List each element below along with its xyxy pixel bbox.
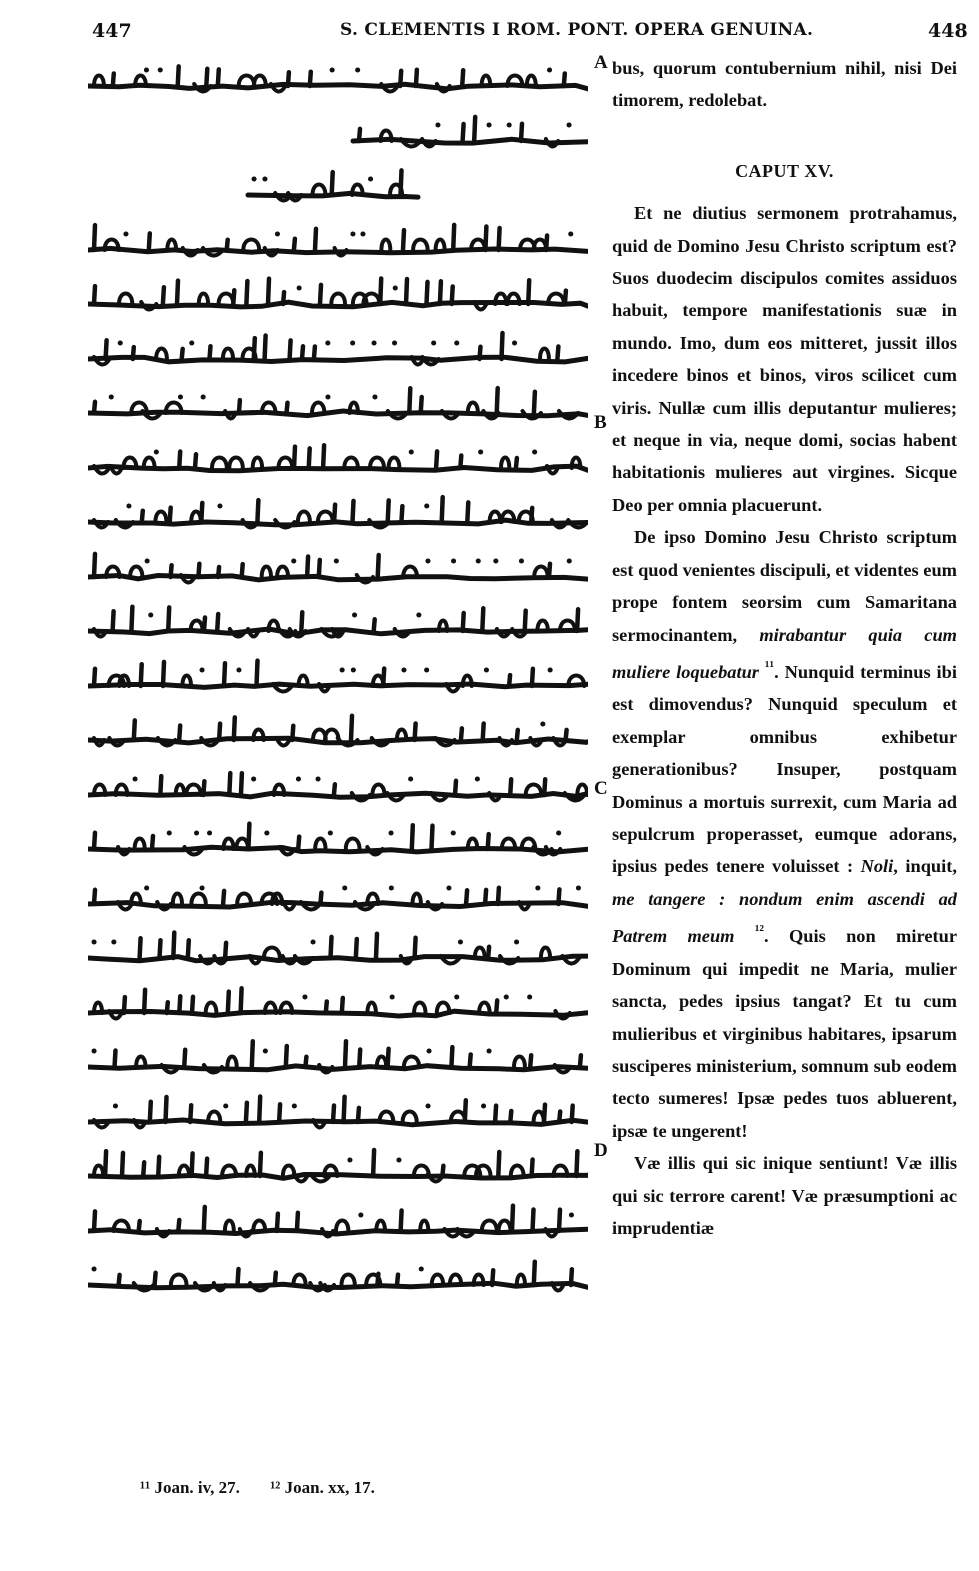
syriac-script-glyphs (88, 541, 588, 591)
p2-text-c: , inquit, (893, 856, 957, 877)
page-number-left: 447 (92, 20, 132, 42)
syriac-script-glyphs (88, 105, 588, 155)
p2-text-b: . Nunquid terminus ibi est dimovendus? Nunquid speculum et exemplar omnibus exhibetur generationibus? Insuper, postquam Dominus a mortuis surrexit, cum Maria ad sepulcrum properasset, eumque adorans, ipsius pedes tenere voluisset : (612, 662, 957, 877)
syriac-line (88, 650, 588, 700)
syriac-script-glyphs (88, 977, 588, 1027)
syriac-script-glyphs (88, 432, 588, 482)
page-header (0, 16, 979, 46)
syriac-line (88, 813, 588, 863)
syriac-line (88, 541, 588, 591)
syriac-line (88, 868, 588, 918)
syriac-line (88, 595, 588, 645)
syriac-script-glyphs (88, 1086, 588, 1136)
syriac-line (88, 214, 588, 264)
syriac-script-glyphs (88, 377, 588, 427)
footnotes (140, 1478, 401, 1498)
latin-text-column (612, 52, 957, 1244)
p2-italic-1: mirabantur quia cum muliere loquebatur (612, 624, 957, 683)
syriac-line (88, 105, 588, 155)
syriac-script-glyphs (88, 1195, 588, 1245)
p2-ref-2: ¹² (754, 922, 765, 940)
syriac-script-glyphs (88, 650, 588, 700)
syriac-line (88, 1086, 588, 1136)
latin-paragraph-2 (612, 521, 957, 1147)
syriac-line (88, 50, 588, 100)
p2-italic-2: Noli (860, 856, 894, 877)
syriac-line (88, 268, 588, 318)
syriac-script-glyphs (88, 759, 588, 809)
syriac-line (88, 1195, 588, 1245)
syriac-line (88, 977, 588, 1027)
latin-paragraph-3: Væ illis qui sic inique sentiunt! Væ illis qui sic terrore carent! Væ præsumptioni ac imprudentiæ (612, 1153, 957, 1239)
page-number-right: 448 (928, 20, 968, 42)
p2-text-a: De ipso Domino Jesu Christo scriptum est quod venientes discipuli, et videntes eum prope fontem seorsim cum Samaritana sermocinantem, (612, 527, 957, 645)
margin-letter-c: C (594, 778, 608, 799)
latin-opening: bus, quorum contubernium nihil, nisi Dei timorem, redolebat. (612, 58, 957, 111)
running-title: S. CLEMENTIS I ROM. PONT. OPERA GENUINA. (340, 20, 814, 40)
syriac-script-glyphs (88, 159, 588, 209)
syriac-line (88, 922, 588, 972)
syriac-script-glyphs (88, 268, 588, 318)
syriac-script-glyphs (88, 1140, 588, 1190)
syriac-line (88, 486, 588, 536)
syriac-script-glyphs (88, 595, 588, 645)
syriac-script-glyphs (88, 214, 588, 264)
latin-paragraph-1: Et ne diutius sermonem protrahamus, quid de Domino Jesu Christo scriptum est? Suos duodecim discipulos comites assiduos habuit, tempore manifestationis suæ in mundo. Imo, dum eos mitteret, jussit illos incedere binos et binos, viros scilicet cum viris. Nullæ cum illis deputantur mulieres; et neque in via, neque domi, socias habent habitationis mulieres aut virgines. Sicque Deo per omnia placuerunt. (612, 203, 957, 515)
syriac-line (88, 432, 588, 482)
margin-letter-b: B (594, 412, 607, 433)
syriac-line (88, 323, 588, 373)
syriac-line (88, 159, 588, 209)
syriac-script-glyphs (88, 922, 588, 972)
footnote-11: ¹¹ Joan. iv, 27. (140, 1478, 240, 1497)
syriac-script-glyphs (88, 1031, 588, 1081)
syriac-line (88, 704, 588, 754)
syriac-line (88, 1140, 588, 1190)
margin-letter-d: D (594, 1140, 608, 1161)
syriac-line (88, 377, 588, 427)
chapter-heading: CAPUT XV. (735, 160, 834, 181)
syriac-script-glyphs (88, 1249, 588, 1299)
syriac-script-glyphs (88, 704, 588, 754)
syriac-line (88, 759, 588, 809)
syriac-script-glyphs (88, 486, 588, 536)
syriac-script-glyphs (88, 868, 588, 918)
syriac-script-glyphs (88, 323, 588, 373)
syriac-line (88, 1249, 588, 1299)
p2-ref-1: ¹¹ (764, 657, 775, 675)
p2-italic-3: me tangere : nondum enim ascendi ad Patrem meum (612, 888, 957, 947)
p2-text-d: . Quis non miretur Dominum qui impedit ne Maria, mulier sancta, pedes ipsius tangat? Et tu cum mulieribus et virginibus habitares, ipsarum susciperes ministerium, somnum sub eodem tecto sumeres! Ipsæ pedes tuos abluerent, ipsæ te ungerent! (612, 926, 957, 1141)
syriac-text-column (88, 50, 588, 1304)
syriac-script-glyphs (88, 50, 588, 100)
margin-letter-a: A (594, 52, 608, 73)
footnote-12: ¹² Joan. xx, 17. (270, 1478, 375, 1497)
syriac-script-glyphs (88, 813, 588, 863)
syriac-line (88, 1031, 588, 1081)
